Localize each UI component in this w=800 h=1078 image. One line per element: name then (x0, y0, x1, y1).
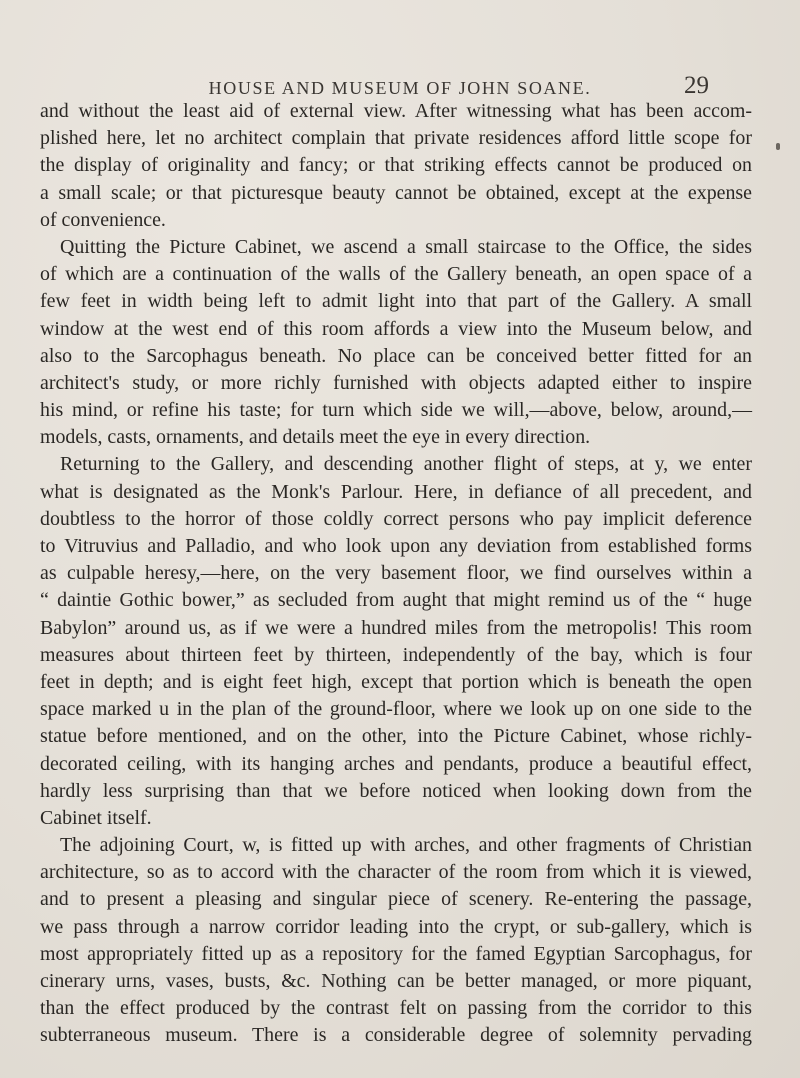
text-line: and to present a pleasing and singular piece of scenery. Re-entering the passage, (40, 888, 752, 911)
text-line: of which are a continuation of the walls of the Gallery beneath, an open space of a (40, 263, 752, 286)
paragraph-end-line: of convenience. (40, 208, 166, 231)
text-line: the display of originality and fancy; or that striking effects cannot be produced on (40, 154, 752, 177)
text-line: a small scale; or that picturesque beauty cannot be obtained, except at the expense (40, 181, 752, 204)
text-line: architecture, so as to accord with the character of the room from which it is viewed, (40, 861, 752, 884)
text-line: few feet in width being left to admit light into that part of the Gallery. A small (40, 290, 752, 313)
text-line: we pass through a narrow corridor leading into the crypt, or sub-gallery, which is (40, 915, 752, 938)
text-line: window at the west end of this room affords a view into the Museum below, and (40, 317, 752, 340)
text-line: subterraneous museum. There is a considerable degree of solemnity pervading (40, 1024, 752, 1047)
text-line: architect's study, or more richly furnished with objects adapted either to inspire (40, 371, 752, 394)
text-line: also to the Sarcophagus beneath. No place can be conceived better fitted for an (40, 344, 752, 367)
text-line: most appropriately fitted up as a repository for the famed Egyptian Sarcophagus, for (40, 942, 752, 965)
body-text (40, 98, 752, 1050)
text-line: than the effect produced by the contrast felt on passing from the corridor to this (40, 997, 752, 1020)
text-line: feet in depth; and is eight feet high, except that portion which is beneath the open (40, 670, 752, 693)
text-line: space marked u in the plan of the ground-floor, where we look up on one side to the (40, 698, 752, 721)
text-line: “ daintie Gothic bower,” as secluded from aught that might remind us of the “ huge (40, 589, 752, 612)
text-line: plished here, let no architect complain that private residences afford little scope for (40, 127, 752, 150)
text-line: as culpable heresy,—here, on the very basement floor, we find ourselves within a (40, 562, 752, 585)
page-number: 29 (684, 72, 709, 99)
running-header: HOUSE AND MUSEUM OF JOHN SOANE. (208, 78, 592, 98)
text-line: what is designated as the Monk's Parlour. Here, in defiance of all precedent, and (40, 480, 752, 503)
text-line: statue before mentioned, and on the other, into the Picture Cabinet, whose richly- (40, 725, 752, 748)
text-line: decorated ceiling, with its hanging arches and pendants, produce a beautiful effect, (40, 752, 752, 775)
paragraph-end-line: models, casts, ornaments, and details meet the eye in every direction. (40, 426, 591, 449)
text-line: doubtless to the horror of those coldly correct persons who pay implicit deference (40, 507, 752, 530)
paragraph-start-line: Returning to the Gallery, and descending another flight of steps, at y, we enter (60, 453, 752, 476)
text-line: to Vitruvius and Palladio, and who look upon any deviation from established forms (40, 535, 752, 557)
text-line: hardly less surprising than that we before noticed when looking down from the (40, 779, 752, 802)
margin-ink-mark (776, 143, 780, 150)
paragraph-start-line: The adjoining Court, w, is fitted up with arches, and other fragments of Christian (60, 834, 752, 857)
text-line: his mind, or refine his taste; for turn which side we will,—above, below, around,— (40, 399, 752, 422)
paragraph-start-line: Quitting the Picture Cabinet, we ascend a small staircase to the Office, the sides (60, 235, 752, 258)
text-line: measures about thirteen feet by thirteen, independently of the bay, which is four (40, 643, 752, 666)
text-line: Babylon” around us, as if we were a hundred miles from the metropolis! This room (40, 616, 752, 639)
text-line: and without the least aid of external view. After witnessing what has been accom- (40, 100, 752, 122)
text-line: cinerary urns, vases, busts, &c. Nothing can be better managed, or more piquant, (40, 970, 752, 992)
paragraph-end-line: Cabinet itself. (40, 806, 152, 829)
